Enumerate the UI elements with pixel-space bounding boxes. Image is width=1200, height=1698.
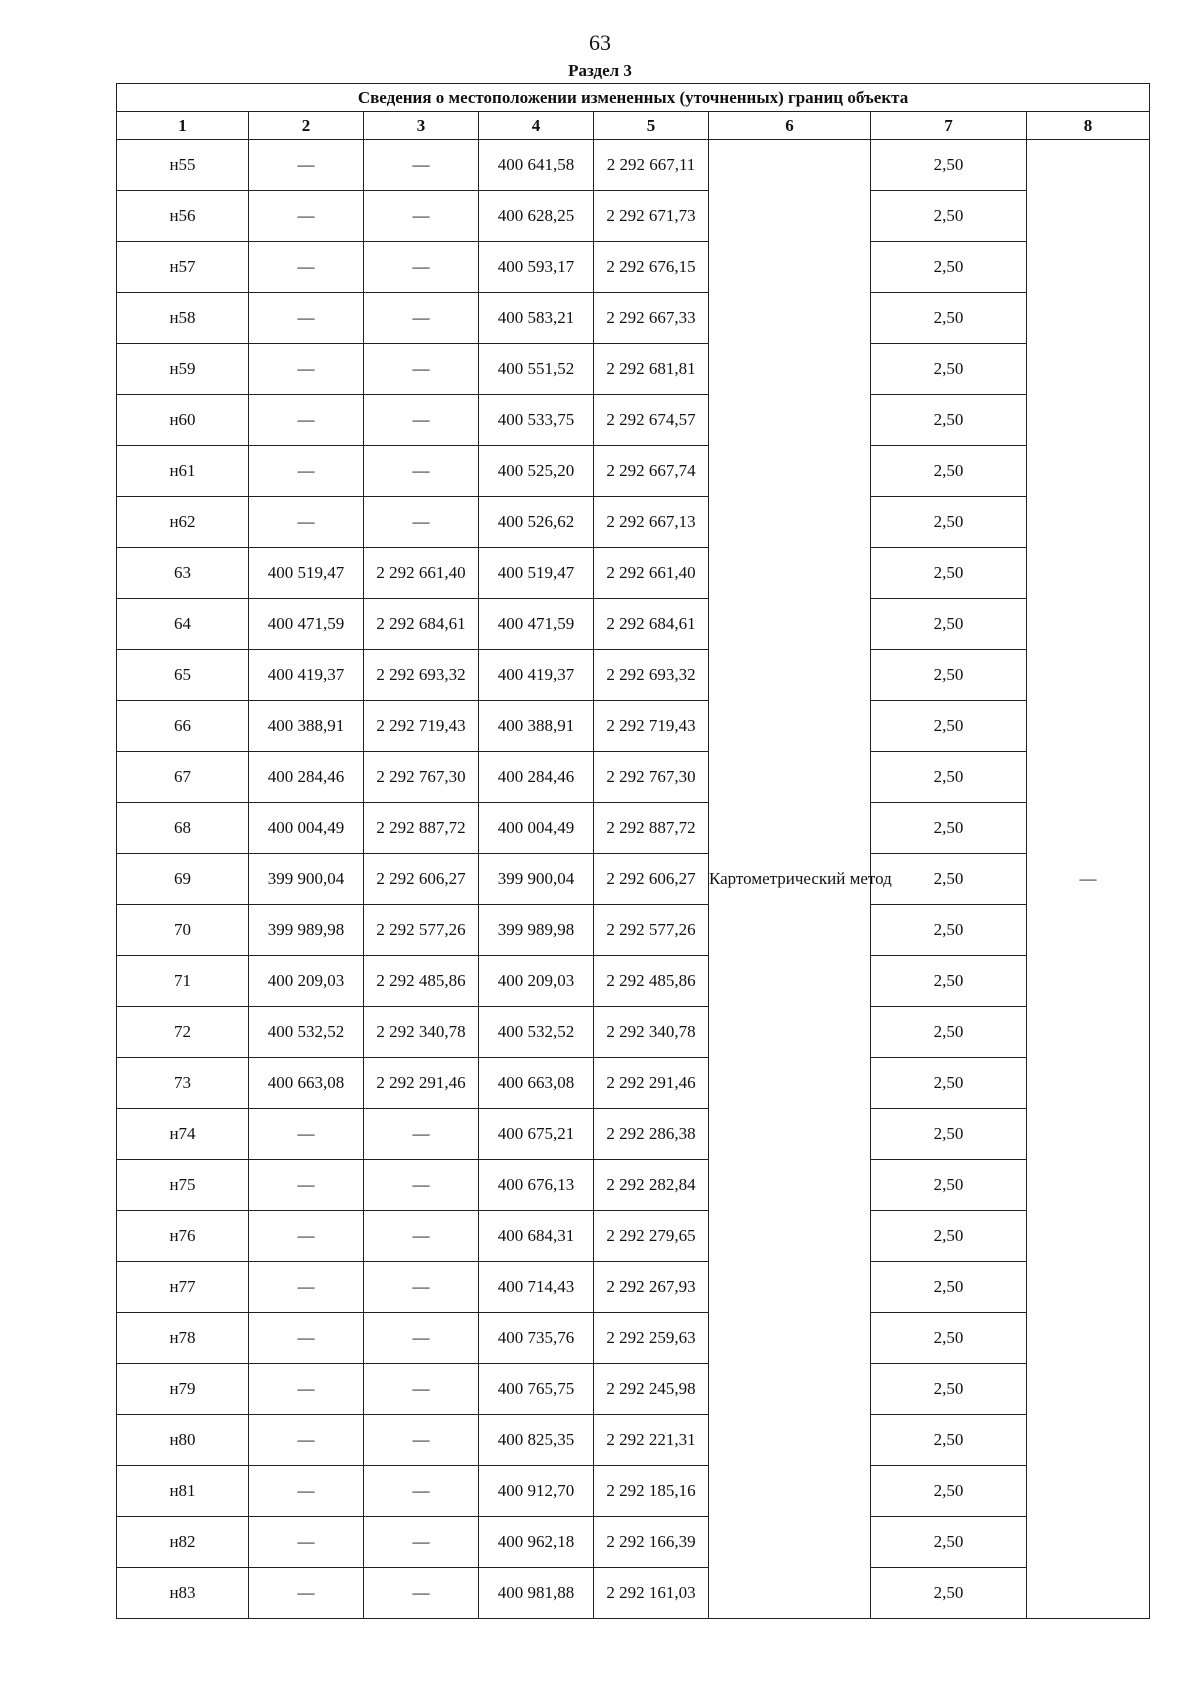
cell-x-old: 400 388,91 [249, 701, 364, 752]
table-row [117, 650, 1150, 701]
cell-y-new: 2 292 684,61 [594, 599, 709, 650]
cell-point: н76 [117, 1211, 249, 1262]
cell-x-new: 400 962,18 [479, 1517, 594, 1568]
cell-x-new: 400 004,49 [479, 803, 594, 854]
table-body [117, 140, 1150, 1619]
cell-x-new: 400 765,75 [479, 1364, 594, 1415]
cell-y-old: 2 292 887,72 [364, 803, 479, 854]
cell-x-new: 399 900,04 [479, 854, 594, 905]
cell-y-new: 2 292 340,78 [594, 1007, 709, 1058]
cell-accuracy: 2,50 [871, 905, 1027, 956]
cell-accuracy: 2,50 [871, 1160, 1027, 1211]
section-title: Раздел 3 [568, 61, 632, 80]
cell-accuracy: 2,50 [871, 1313, 1027, 1364]
cell-accuracy: 2,50 [871, 1568, 1027, 1619]
cell-y-new: 2 292 282,84 [594, 1160, 709, 1211]
cell-accuracy: 2,50 [871, 242, 1027, 293]
cell-accuracy: 2,50 [871, 1262, 1027, 1313]
cell-point: н55 [117, 140, 249, 191]
cell-x-old: — [249, 242, 364, 293]
cell-x-old: — [249, 191, 364, 242]
cell-x-new: 400 526,62 [479, 497, 594, 548]
cell-y-new: 2 292 221,31 [594, 1415, 709, 1466]
cell-y-old: 2 292 291,46 [364, 1058, 479, 1109]
cell-accuracy: 2,50 [871, 293, 1027, 344]
cell-y-old: — [364, 191, 479, 242]
cell-accuracy: 2,50 [871, 956, 1027, 1007]
table-row [117, 1466, 1150, 1517]
cell-x-new: 400 551,52 [479, 344, 594, 395]
cell-x-old: — [249, 1262, 364, 1313]
cell-y-old: — [364, 1364, 479, 1415]
column-number: 8 [1027, 112, 1150, 140]
cell-y-new: 2 292 676,15 [594, 242, 709, 293]
cell-x-new: 400 714,43 [479, 1262, 594, 1313]
cell-point: н82 [117, 1517, 249, 1568]
cell-x-new: 400 676,13 [479, 1160, 594, 1211]
table-row [117, 1058, 1150, 1109]
cell-accuracy: 2,50 [871, 140, 1027, 191]
cell-x-new: 400 593,17 [479, 242, 594, 293]
cell-y-old: 2 292 767,30 [364, 752, 479, 803]
cell-y-new: 2 292 485,86 [594, 956, 709, 1007]
table-row [117, 701, 1150, 752]
cell-col8: — [1027, 140, 1150, 1619]
table-row [117, 344, 1150, 395]
cell-y-old: — [364, 1466, 479, 1517]
cell-point: н81 [117, 1466, 249, 1517]
cell-y-new: 2 292 667,13 [594, 497, 709, 548]
cell-point: н75 [117, 1160, 249, 1211]
cell-point: н83 [117, 1568, 249, 1619]
cell-x-old: — [249, 1364, 364, 1415]
cell-y-new: 2 292 267,93 [594, 1262, 709, 1313]
column-number: 7 [871, 112, 1027, 140]
cell-x-old: 400 284,46 [249, 752, 364, 803]
cell-y-new: 2 292 286,38 [594, 1109, 709, 1160]
table-row [117, 1211, 1150, 1262]
cell-x-new: 400 583,21 [479, 293, 594, 344]
cell-x-new: 400 525,20 [479, 446, 594, 497]
page-number: 63 [589, 30, 611, 55]
cell-point: н58 [117, 293, 249, 344]
cell-y-new: 2 292 671,73 [594, 191, 709, 242]
cell-y-new: 2 292 693,32 [594, 650, 709, 701]
cell-x-old: — [249, 1415, 364, 1466]
cell-accuracy: 2,50 [871, 701, 1027, 752]
cell-x-old: 399 989,98 [249, 905, 364, 956]
cell-x-new: 399 989,98 [479, 905, 594, 956]
cell-x-old: — [249, 1517, 364, 1568]
table-row [117, 497, 1150, 548]
cell-x-old: — [249, 446, 364, 497]
cell-y-new: 2 292 667,74 [594, 446, 709, 497]
cell-y-old: — [364, 242, 479, 293]
table-row [117, 1160, 1150, 1211]
cell-x-new: 400 471,59 [479, 599, 594, 650]
cell-x-new: 400 675,21 [479, 1109, 594, 1160]
cell-y-new: 2 292 767,30 [594, 752, 709, 803]
cell-point: н60 [117, 395, 249, 446]
cell-y-old: 2 292 693,32 [364, 650, 479, 701]
table-row [117, 140, 1150, 191]
cell-accuracy: 2,50 [871, 1466, 1027, 1517]
cell-x-old: — [249, 1313, 364, 1364]
cell-point: 69 [117, 854, 249, 905]
cell-x-new: 400 684,31 [479, 1211, 594, 1262]
cell-x-old: — [249, 344, 364, 395]
cell-y-new: 2 292 577,26 [594, 905, 709, 956]
cell-accuracy: 2,50 [871, 1109, 1027, 1160]
cell-y-old: — [364, 1109, 479, 1160]
cell-y-old: 2 292 606,27 [364, 854, 479, 905]
cell-x-old: — [249, 497, 364, 548]
table-row [117, 1313, 1150, 1364]
cell-point: 66 [117, 701, 249, 752]
cell-accuracy: 2,50 [871, 1364, 1027, 1415]
table-row [117, 1415, 1150, 1466]
cell-point: н77 [117, 1262, 249, 1313]
cell-y-new: 2 292 719,43 [594, 701, 709, 752]
cell-accuracy: 2,50 [871, 803, 1027, 854]
table-row [117, 599, 1150, 650]
cell-y-old: — [364, 395, 479, 446]
cell-x-new: 400 532,52 [479, 1007, 594, 1058]
cell-y-old: 2 292 340,78 [364, 1007, 479, 1058]
cell-point: н80 [117, 1415, 249, 1466]
cell-x-old: 400 663,08 [249, 1058, 364, 1109]
column-number: 6 [709, 112, 871, 140]
cell-y-new: 2 292 667,33 [594, 293, 709, 344]
cell-x-new: 400 628,25 [479, 191, 594, 242]
cell-x-old: — [249, 1211, 364, 1262]
cell-y-old: — [364, 1517, 479, 1568]
cell-point: 73 [117, 1058, 249, 1109]
cell-y-new: 2 292 606,27 [594, 854, 709, 905]
cell-y-old: — [364, 1211, 479, 1262]
cell-point: н61 [117, 446, 249, 497]
cell-x-new: 400 533,75 [479, 395, 594, 446]
column-number: 5 [594, 112, 709, 140]
cell-y-new: 2 292 661,40 [594, 548, 709, 599]
cell-x-new: 400 735,76 [479, 1313, 594, 1364]
cell-y-old: — [364, 344, 479, 395]
table-row [117, 1007, 1150, 1058]
cell-accuracy: 2,50 [871, 497, 1027, 548]
cell-x-old: 400 209,03 [249, 956, 364, 1007]
cell-accuracy: 2,50 [871, 1058, 1027, 1109]
cell-y-old: — [364, 140, 479, 191]
cell-x-old: — [249, 293, 364, 344]
cell-x-new: 400 419,37 [479, 650, 594, 701]
cell-x-new: 400 519,47 [479, 548, 594, 599]
cell-accuracy: 2,50 [871, 1007, 1027, 1058]
cell-accuracy: 2,50 [871, 1415, 1027, 1466]
cell-accuracy: 2,50 [871, 599, 1027, 650]
cell-point: 68 [117, 803, 249, 854]
cell-accuracy: 2,50 [871, 752, 1027, 803]
cell-point: 72 [117, 1007, 249, 1058]
table-row [117, 905, 1150, 956]
boundary-coordinates-table [116, 83, 1150, 1619]
cell-y-new: 2 292 681,81 [594, 344, 709, 395]
cell-y-new: 2 292 667,11 [594, 140, 709, 191]
cell-x-new: 400 912,70 [479, 1466, 594, 1517]
cell-y-new: 2 292 166,39 [594, 1517, 709, 1568]
cell-point: 65 [117, 650, 249, 701]
table-row [117, 1517, 1150, 1568]
cell-accuracy: 2,50 [871, 344, 1027, 395]
table-row [117, 854, 1150, 905]
cell-y-old: — [364, 1313, 479, 1364]
cell-y-new: 2 292 259,63 [594, 1313, 709, 1364]
cell-x-new: 400 388,91 [479, 701, 594, 752]
table-row [117, 548, 1150, 599]
cell-y-new: 2 292 291,46 [594, 1058, 709, 1109]
cell-point: н74 [117, 1109, 249, 1160]
table-row [117, 1364, 1150, 1415]
cell-point: н62 [117, 497, 249, 548]
cell-x-old: — [249, 1109, 364, 1160]
cell-method: Картометрический метод [709, 140, 871, 1619]
table-row [117, 956, 1150, 1007]
cell-accuracy: 2,50 [871, 548, 1027, 599]
cell-point: н57 [117, 242, 249, 293]
cell-point: н78 [117, 1313, 249, 1364]
cell-y-old: 2 292 485,86 [364, 956, 479, 1007]
cell-point: 67 [117, 752, 249, 803]
cell-y-new: 2 292 887,72 [594, 803, 709, 854]
cell-x-old: 400 419,37 [249, 650, 364, 701]
cell-x-old: 400 532,52 [249, 1007, 364, 1058]
cell-y-old: — [364, 1160, 479, 1211]
table-row [117, 446, 1150, 497]
table-row [117, 803, 1150, 854]
cell-x-new: 400 981,88 [479, 1568, 594, 1619]
cell-y-old: — [364, 1262, 479, 1313]
cell-x-old: 400 519,47 [249, 548, 364, 599]
cell-point: н59 [117, 344, 249, 395]
cell-x-new: 400 641,58 [479, 140, 594, 191]
cell-point: н79 [117, 1364, 249, 1415]
cell-x-old: 400 471,59 [249, 599, 364, 650]
cell-x-new: 400 209,03 [479, 956, 594, 1007]
cell-accuracy: 2,50 [871, 1211, 1027, 1262]
cell-y-new: 2 292 674,57 [594, 395, 709, 446]
column-number: 2 [249, 112, 364, 140]
cell-x-old: — [249, 1160, 364, 1211]
column-number: 3 [364, 112, 479, 140]
cell-y-new: 2 292 161,03 [594, 1568, 709, 1619]
cell-accuracy: 2,50 [871, 446, 1027, 497]
cell-point: 64 [117, 599, 249, 650]
table-row [117, 1568, 1150, 1619]
table-caption: Сведения о местоположении измененных (уточненных) границ объекта [117, 84, 1150, 112]
cell-x-new: 400 663,08 [479, 1058, 594, 1109]
cell-y-old: — [364, 293, 479, 344]
table-row [117, 752, 1150, 803]
cell-point: 63 [117, 548, 249, 599]
column-number: 1 [117, 112, 249, 140]
cell-y-old: — [364, 1568, 479, 1619]
cell-y-old: 2 292 661,40 [364, 548, 479, 599]
table-row [117, 1262, 1150, 1313]
cell-y-old: — [364, 446, 479, 497]
cell-y-new: 2 292 279,65 [594, 1211, 709, 1262]
cell-x-old: 399 900,04 [249, 854, 364, 905]
cell-y-old: — [364, 497, 479, 548]
cell-y-old: 2 292 577,26 [364, 905, 479, 956]
cell-y-new: 2 292 245,98 [594, 1364, 709, 1415]
cell-accuracy: 2,50 [871, 1517, 1027, 1568]
cell-y-old: 2 292 719,43 [364, 701, 479, 752]
cell-y-old: 2 292 684,61 [364, 599, 479, 650]
cell-point: н56 [117, 191, 249, 242]
cell-accuracy: 2,50 [871, 854, 1027, 905]
table-row [117, 191, 1150, 242]
cell-accuracy: 2,50 [871, 650, 1027, 701]
cell-accuracy: 2,50 [871, 395, 1027, 446]
cell-x-old: — [249, 140, 364, 191]
table-row [117, 293, 1150, 344]
cell-x-old: — [249, 1466, 364, 1517]
cell-x-new: 400 825,35 [479, 1415, 594, 1466]
table-row [117, 395, 1150, 446]
cell-y-old: — [364, 1415, 479, 1466]
cell-x-new: 400 284,46 [479, 752, 594, 803]
cell-accuracy: 2,50 [871, 191, 1027, 242]
column-number: 4 [479, 112, 594, 140]
cell-y-new: 2 292 185,16 [594, 1466, 709, 1517]
table-row [117, 242, 1150, 293]
cell-point: 71 [117, 956, 249, 1007]
cell-x-old: — [249, 1568, 364, 1619]
cell-point: 70 [117, 905, 249, 956]
cell-x-old: — [249, 395, 364, 446]
table-row [117, 1109, 1150, 1160]
cell-x-old: 400 004,49 [249, 803, 364, 854]
